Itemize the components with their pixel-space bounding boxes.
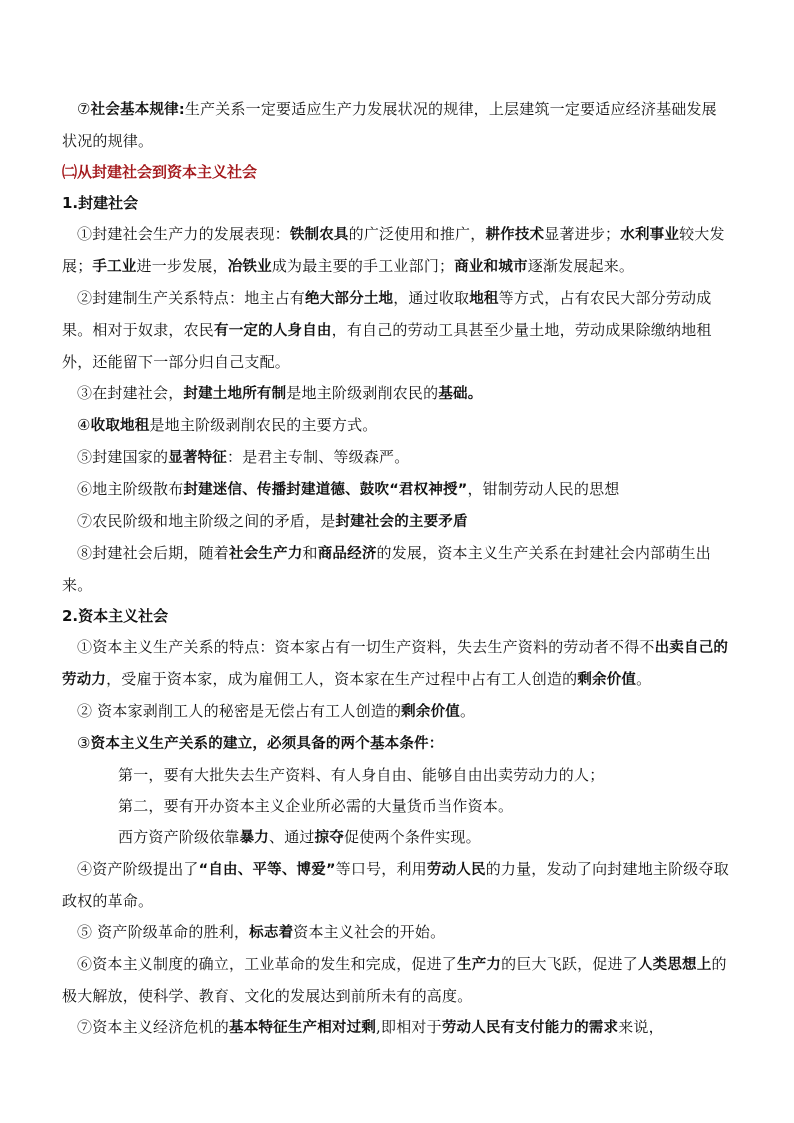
body-text: 较大发展； [62, 225, 725, 275]
emphasis-text: 标志着 [249, 925, 294, 941]
emphasis-text: 封建社会的主要矛盾 [335, 514, 468, 530]
emphasis-text: “自由、平等、博爱” [198, 862, 336, 878]
body-text: 西方资产阶级依靠 [118, 828, 240, 846]
body-text: 是地主阶级剥削农民的主要方式。 [149, 416, 378, 434]
body-text: 来说， [618, 1018, 664, 1036]
body-text: ⑦资本主义经济危机的 [77, 1018, 230, 1036]
body-text: 是地主阶级剥削农民的 [286, 384, 439, 402]
capitalist-paragraphs [62, 632, 730, 760]
paragraph [62, 791, 730, 822]
body-text: 的巨大飞跃，促进了 [501, 955, 638, 973]
document-page [62, 94, 730, 1044]
emphasis-text: 出卖自己的劳动力 [62, 640, 729, 688]
body-text: ④资产阶级提出了 [77, 860, 199, 878]
body-text: ：是君主专制、等级森严。 [227, 448, 410, 466]
body-text: ，受雇于资本家，成为雇佣工人，资本家在生产过程中占有工人创造的 [106, 670, 578, 688]
emphasis-text: 剩余价值 [577, 672, 637, 688]
emphasis-text: 基本特征 [229, 1020, 288, 1036]
emphasis-text: 社会生产力 [229, 546, 303, 562]
paragraph [62, 822, 730, 854]
paragraph [62, 1012, 730, 1044]
emphasis-text: 暴力 [239, 830, 270, 846]
paragraph [62, 917, 730, 949]
feudal-paragraphs [62, 219, 730, 601]
body-text: 的广泛使用和推广， [348, 225, 486, 243]
emphasis-text: 基础。 [438, 386, 483, 402]
emphasis-text: 地租 [469, 291, 499, 307]
emphasis-text: 社会基本规律: [90, 102, 185, 118]
paragraph [62, 283, 730, 378]
body-text: ⑦农民阶级和地主阶级之间的矛盾，是 [77, 512, 336, 530]
paragraph [62, 949, 730, 1012]
body-text: ,即相对于 [376, 1018, 442, 1036]
emphasis-text: 铁制农具 [289, 227, 349, 243]
paragraph [62, 219, 730, 283]
emphasis-text: 有一定的人身自由 [214, 323, 332, 339]
emphasis-text: 绝大部分土地 [305, 291, 394, 307]
body-text: 显著进步； [544, 225, 621, 243]
emphasis-text: 商品经济 [317, 546, 377, 562]
emphasis-text: 手工业 [92, 259, 137, 275]
body-text: ⑥地主阶级散布 [77, 480, 184, 498]
emphasis-text: 资本主义生产关系的建立，必须具备的两个基本条件： [90, 736, 444, 752]
body-text: 和 [302, 544, 318, 562]
paragraph [62, 378, 730, 410]
body-text: ，通过收取 [393, 289, 470, 307]
emphasis-text: 掠夺 [314, 830, 345, 846]
emphasis-text: 劳动人民 [426, 862, 486, 878]
body-text: 成为最主要的手工业部门； [271, 257, 455, 275]
condition-paragraphs [62, 760, 730, 854]
body-text: 生产关系一定要适应生产力发展状况的规律，上层建筑一定要适应经济基础发展状况的规律。 [62, 100, 717, 150]
paragraph [62, 632, 730, 696]
body-text: ①封建社会生产力的发展表现： [77, 225, 290, 243]
body-text: 进一步发展， [136, 257, 228, 275]
emphasis-text: 封建迷信、传播封建道德、鼓吹“君权神授” [183, 482, 468, 498]
emphasis-text: 冶铁业 [227, 259, 272, 275]
capitalist-paragraphs-2 [62, 854, 730, 1044]
body-text: ② 资本家剥削工人的秘密是无偿占有工人创造的 [77, 702, 402, 720]
body-text: 的发展，资本主义生产关系在封建社会内部萌生出来。 [62, 544, 711, 594]
emphasis-text: 显著特征 [168, 450, 228, 466]
intro-paragraph [62, 94, 730, 157]
body-text: ⑤封建国家的 [77, 448, 169, 466]
paragraph [62, 728, 730, 760]
body-text: ⑧封建社会后期，随着 [77, 544, 230, 562]
body-text: 。 [459, 702, 476, 720]
paragraph [62, 442, 730, 474]
body-text: 的力量，发动了向封建地主阶级夺取政权的革命。 [62, 860, 729, 910]
body-text: ，有自己的劳动工具甚至少量土地，劳动成果除缴纳地租外，还能留下一部分归自己支配。 [62, 321, 712, 371]
body-text: ④ [77, 416, 91, 434]
paragraph [62, 854, 730, 917]
subsection-heading-feudal: 1.封建社会 [62, 194, 139, 212]
emphasis-text: 封建土地所有制 [183, 386, 287, 402]
body-text: ⑥资本主义制度的确立，工业革命的发生和完成，促进了 [77, 955, 458, 973]
body-text: ⑤ 资产阶级革命的胜利， [77, 923, 250, 941]
body-text: 促使两个条件实现。 [344, 828, 481, 846]
body-text: ③ [77, 734, 91, 752]
body-text: 的极大解放，使科学、教育、文化的发展达到前所未有的高度。 [62, 955, 727, 1005]
paragraph [62, 506, 730, 538]
emphasis-text: 劳动人民有支付能力的需求 [441, 1020, 619, 1036]
body-text: ，钳制劳动人民的思想 [467, 480, 620, 498]
emphasis-text: 生产相对过剩 [287, 1020, 377, 1036]
emphasis-text: 水利事业 [620, 227, 680, 243]
emphasis-text: 耕作技术 [485, 227, 545, 243]
subsection-heading-capitalist: 2.资本主义社会 [62, 607, 169, 625]
emphasis-text: 商业和城市 [454, 259, 528, 275]
body-text: 资本主义社会的开始。 [293, 923, 446, 941]
emphasis-text: 收取地租 [90, 418, 150, 434]
body-text: ⑦ [77, 100, 91, 118]
paragraph [62, 474, 730, 506]
paragraph [62, 760, 730, 791]
body-text: 第一，要有大批失去生产资料、有人身自由、能够自由出卖劳动力的人； [118, 766, 605, 784]
emphasis-text: 生产力 [457, 957, 502, 973]
emphasis-text: 人类思想上 [637, 957, 712, 973]
body-text: 、通过 [269, 828, 315, 846]
body-text: 。 [636, 670, 652, 688]
body-text: 等口号，利用 [335, 860, 427, 878]
body-text: ③在封建社会， [77, 384, 184, 402]
body-text: ②封建制生产关系特点：地主占有 [77, 289, 306, 307]
body-text: ①资本主义生产关系的特点：资本家占有一切生产资料，失去生产资料的劳动者不得不 [77, 638, 655, 656]
paragraph [62, 410, 730, 442]
section-heading: ㈡从封建社会到资本主义社会 [62, 163, 258, 181]
body-text: 第二，要有开办资本主义企业所必需的大量货币当作资本。 [118, 797, 514, 815]
body-text: 逐渐发展起来。 [527, 257, 635, 275]
body-text: 等方式，占有农民大部分劳动成果。相对于奴隶，农民 [62, 289, 712, 339]
paragraph [62, 538, 730, 601]
emphasis-text: 剩余价值 [401, 704, 460, 720]
paragraph [62, 696, 730, 728]
